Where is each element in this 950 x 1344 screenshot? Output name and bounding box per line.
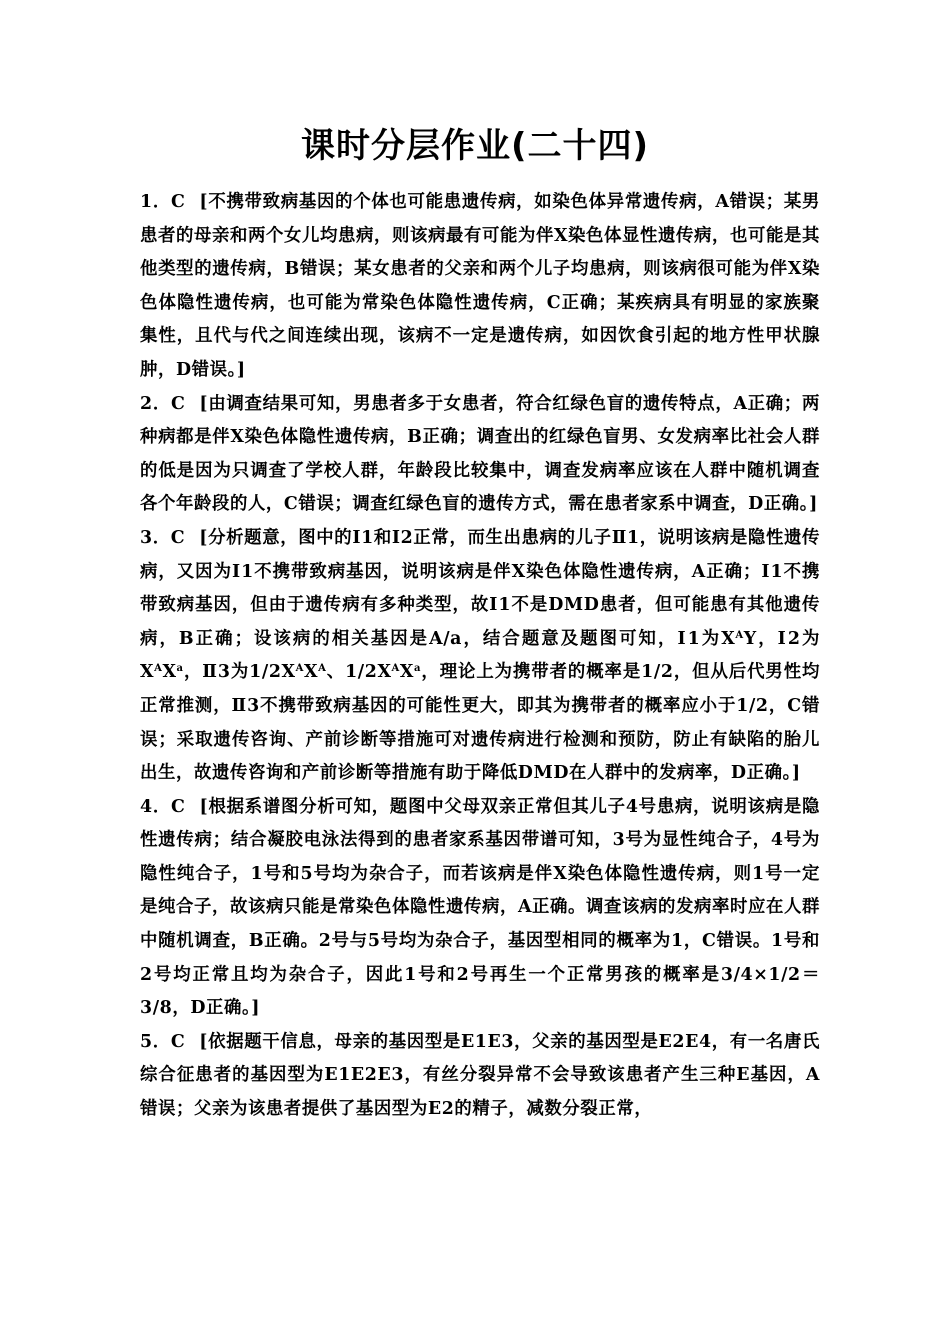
answer-explanation: [由调查结果可知，男患者多于女患者，符合红绿色盲的遗传特点，A正确；两种病都是伴X染色体隐性遗传病，B正确；调查出的红绿色盲男、女发病率比社会人群的低是因为只调查了学校人群，年龄段比较集中，调查发病率应该在人群中随机调查各个年龄段的人，C错误；调查红绿色盲的遗传方式，需在患者家系中调查，D正确。] (140, 393, 820, 515)
answer-option: C (170, 1031, 186, 1052)
answer-item-5 (140, 1026, 820, 1127)
page-title: 课时分层作业(二十四) (300, 126, 650, 166)
answer-explanation: [不携带致病基因的个体也可能患遗传病，如染色体异常遗传病，A错误；某男患者的母亲和两个女儿均患病，则该病最有可能为伴X染色体显性遗传病，也可能是其他类型的遗传病，B错误；某女患者的父亲和两个儿子均患病，则该病很可能为伴X染色体隐性遗传病，也可能为常染色体隐性遗传病，C正确；某疾病具有明显的家族聚集性，且代与代之间连续出现，该病不一定是遗传病，如因饮食引起的地方性甲状腺肿，D错误。] (140, 192, 820, 380)
answer-item-4 (140, 791, 820, 1026)
answer-option: C (170, 527, 186, 548)
answer-item-2 (140, 388, 820, 522)
answer-number: 5． (140, 1031, 171, 1052)
answer-item-3 (140, 522, 820, 791)
answer-explanation: [根据系谱图分析可知，题图中父母双亲正常但其儿子4号患病，说明该病是隐性遗传病；结合凝胶电泳法得到的患者家系基因带谱可知，3号为显性纯合子，4号为隐性纯合子，1号和5号均为杂合子，而若该病是伴X染色体隐性遗传病，则1号一定是纯合子，故该病只能是常染色体隐性遗传病，A正确。调查该病的发病率时应在人群中随机调查，B正确。2号与5号均为杂合子，基因型相同的概率为1，C错误。1号和2号均正常且均为杂合子，因此1号和2号再生一个正常男孩的概率是3/4×1/2＝3/8，D正确。] (140, 796, 820, 1019)
answer-option: C (171, 796, 186, 817)
answer-number: 3． (140, 527, 171, 548)
answer-number: 4． (140, 796, 172, 817)
answer-number: 2． (140, 393, 171, 414)
answer-option: C (170, 192, 186, 212)
answer-explanation: [依据题干信息，母亲的基因型是E1E3，父亲的基因型是E2E4，有一名唐氏综合征患者的基因型为E1E2E3，有丝分裂异常不会导致该患者产生三种E基因，A错误；父亲为该患者提供了基因型为E2的精子，减数分裂正常， (140, 1031, 820, 1120)
answer-list (140, 186, 820, 1127)
answer-item-1 (140, 186, 820, 388)
answer-number: 1． (140, 192, 171, 212)
answer-explanation: [分析题意，图中的Ⅰ1和Ⅰ2正常，而生出患病的儿子Ⅱ1，说明该病是隐性遗传病，又因为Ⅰ1不携带致病基因，说明该病是伴X染色体隐性遗传病，A正确；Ⅰ1不携带致病基因，但由于遗传病有多种类型，故Ⅰ1不是DMD患者，但可能患有其他遗传病，B正确；设该病的相关基因是A/a，结合题意及题图可知，Ⅰ1为$X^AY$，Ⅰ2为$X^AX^a$，Ⅱ3为$1/2X^AX^A$、$1/2X^AX^a$，理论上为携带者的概率是1/2，但从后代男性均正常推测，Ⅱ3不携带致病基因的可能性更大，即其为携带者的概率应小于1/2，C错误；采取遗传咨询、产前诊断等措施可对遗传病进行检测和预防，防止有缺陷的胎儿出生，故遗传咨询和产前诊断等措施有助于降低DMD在人群中的发病率，D正确。] (140, 527, 821, 784)
answer-option: C (170, 393, 186, 414)
